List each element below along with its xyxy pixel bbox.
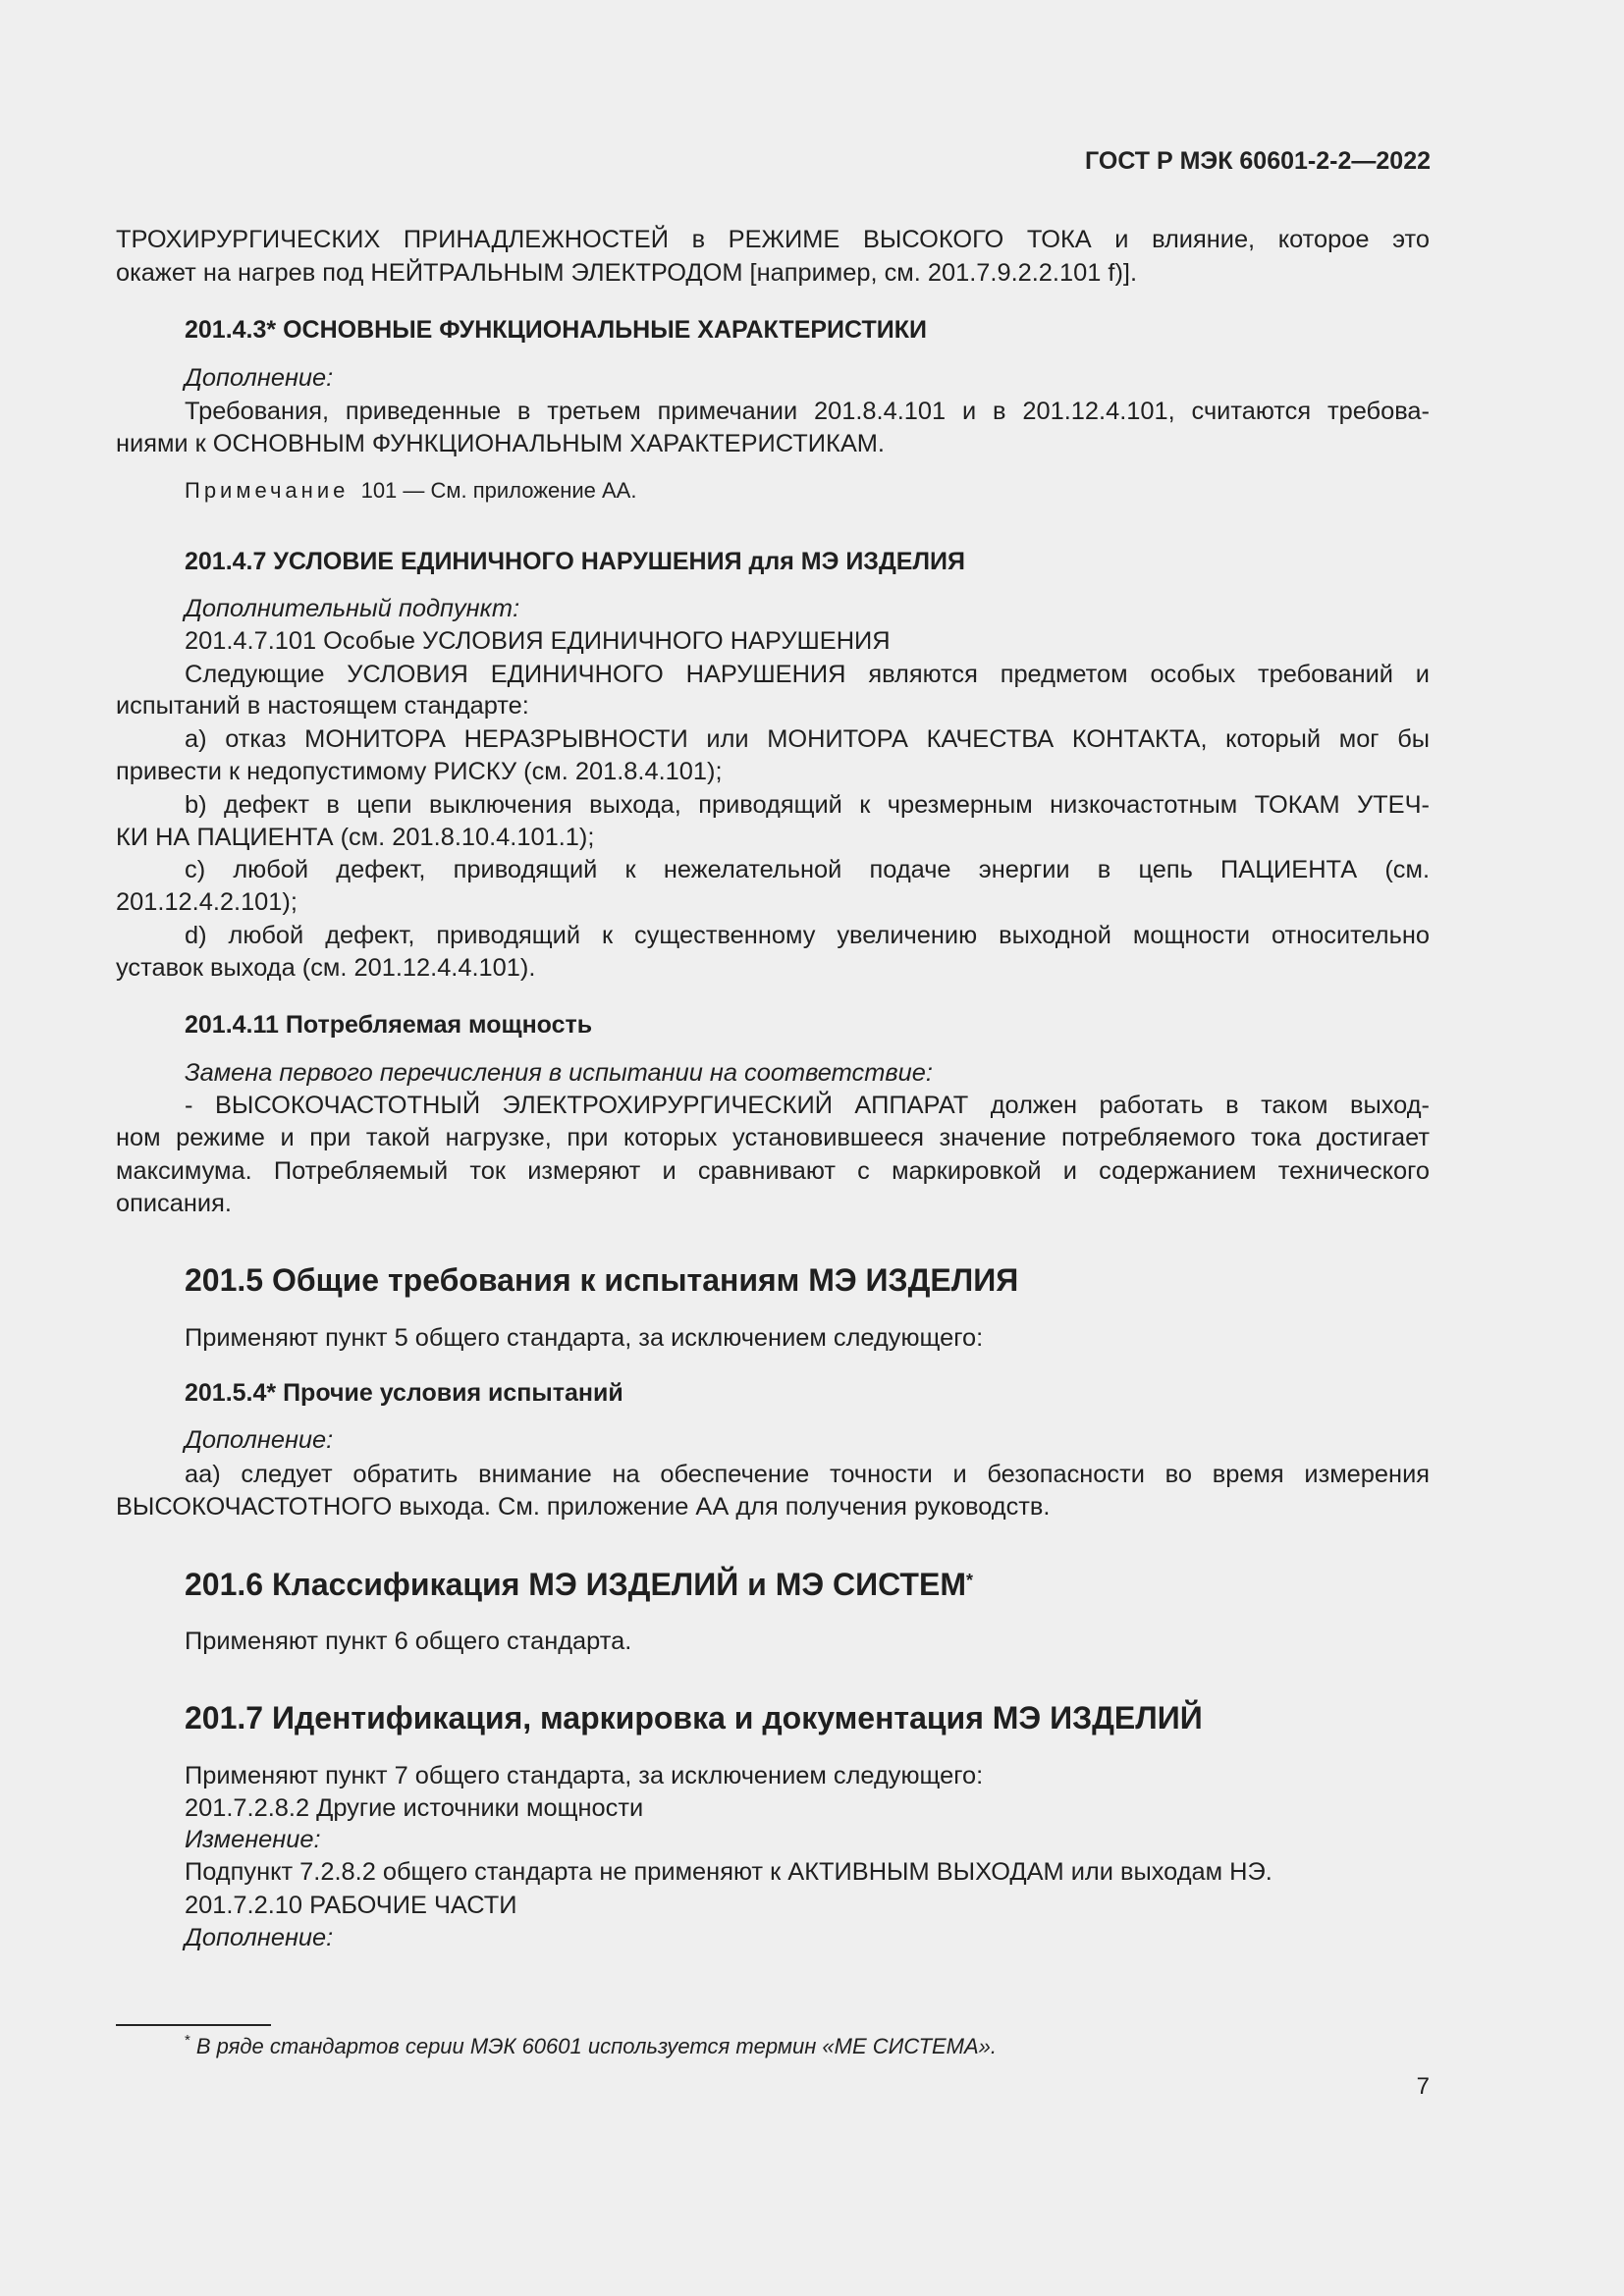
note-text: 101 — См. приложение АА. [360, 478, 637, 503]
subsection-title: 201.4.7.101 Особые УСЛОВИЯ ЕДИНИЧНОГО НАРУШЕНИЯ [185, 627, 891, 655]
amendment-label: Изменение: [185, 1826, 321, 1853]
paragraph-line: ниями к ОСНОВНЫМ ФУНКЦИОНАЛЬНЫМ ХАРАКТЕРИСТИКАМ. [116, 430, 885, 457]
paragraph-line: Следующие УСЛОВИЯ ЕДИНИЧНОГО НАРУШЕНИЯ являются предметом особых требований и [185, 661, 1430, 688]
footnote-text: В ряде стандартов серии МЭК 60601 используется термин «МЕ СИСТЕМА». [195, 2034, 998, 2058]
paragraph-line: Применяют пункт 7 общего стандарта, за исключением следующего: [185, 1762, 984, 1789]
paragraph-line: ном режиме и при такой нагрузке, при которых установившееся значение потребляемого тока достигает [116, 1124, 1430, 1151]
paragraph-line: окажет на нагрев под НЕЙТРАЛЬНЫМ ЭЛЕКТРОДОМ [например, см. 201.7.9.2.2.101 f)]. [116, 259, 1138, 287]
note [185, 475, 636, 507]
paragraph-line: ВЫСОКОЧАСТОТНОГО выхода. См. приложение АА для получения руководств. [116, 1493, 1051, 1521]
footnote [185, 2034, 997, 2059]
page-number: 7 [1416, 2073, 1430, 2100]
paragraph-line: привести к недопустимому РИСКУ (см. 201.8.4.101); [116, 758, 723, 785]
list-item: b) дефект в цепи выключения выхода, приводящий к чрезмерным низкочастотным ТОКАМ УТЕЧ- [185, 791, 1430, 819]
section-heading: 201.5.4* Прочие условия испытаний [185, 1379, 623, 1407]
paragraph-line: описания. [116, 1190, 232, 1217]
list-item: c) любой дефект, приводящий к нежелательной подаче энергии в цепь ПАЦИЕНТА (см. [185, 856, 1430, 883]
amendment-label: Дополнение: [185, 1426, 334, 1454]
paragraph-line: уставок выхода (см. 201.12.4.4.101). [116, 954, 536, 982]
clause-heading [185, 1565, 973, 1604]
paragraph-line: 201.12.4.2.101); [116, 888, 298, 916]
list-item: aa) следует обратить внимание на обеспечение точности и безопасности во время измерения [185, 1461, 1430, 1488]
list-item: d) любой дефект, приводящий к существенному увеличению выходной мощности относительно [185, 922, 1430, 949]
clause-heading: 201.5 Общие требования к испытаниям МЭ ИЗДЕЛИЯ [185, 1262, 1019, 1298]
note-label: Примечание [185, 478, 350, 503]
clause-heading: 201.7 Идентификация, маркировка и документация МЭ ИЗДЕЛИЙ [185, 1700, 1203, 1735]
subsection-title: 201.7.2.8.2 Другие источники мощности [185, 1794, 644, 1822]
paragraph-line: - ВЫСОКОЧАСТОТНЫЙ ЭЛЕКТРОХИРУРГИЧЕСКИЙ АППАРАТ должен работать в таком выход- [185, 1092, 1430, 1119]
paragraph-line: Применяют пункт 6 общего стандарта. [185, 1628, 632, 1655]
paragraph-line: максимума. Потребляемый ток измеряют и сравнивают с маркировкой и содержанием технического [116, 1157, 1430, 1185]
clause-heading-text: 201.6 Классификация МЭ ИЗДЕЛИЙ и МЭ СИСТЕМ [185, 1567, 966, 1602]
subsection-title: 201.7.2.10 РАБОЧИЕ ЧАСТИ [185, 1892, 517, 1919]
section-heading: 201.4.7 УСЛОВИЕ ЕДИНИЧНОГО НАРУШЕНИЯ для МЭ ИЗДЕЛИЯ [185, 548, 965, 575]
amendment-label: Дополнительный подпункт: [185, 595, 520, 622]
amendment-label: Дополнение: [185, 364, 334, 392]
paragraph-line: Подпункт 7.2.8.2 общего стандарта не применяют к АКТИВНЫМ ВЫХОДАМ или выходам НЭ. [185, 1858, 1272, 1886]
list-item: a) отказ МОНИТОРА НЕРАЗРЫВНОСТИ или МОНИТОРА КАЧЕСТВА КОНТАКТА, который мог бы [185, 725, 1430, 753]
amendment-label: Замена первого перечисления в испытании на соответствие: [185, 1059, 933, 1087]
paragraph-line: ТРОХИРУРГИЧЕСКИХ ПРИНАДЛЕЖНОСТЕЙ в РЕЖИМЕ ВЫСОКОГО ТОКА и влияние, которое это [116, 226, 1430, 253]
amendment-label: Дополнение: [185, 1924, 334, 1951]
paragraph-line: Требования, приведенные в третьем примечании 201.8.4.101 и в 201.12.4.101, считаются требова- [185, 398, 1430, 425]
paragraph-line: испытаний в настоящем стандарте: [116, 692, 529, 720]
section-heading: 201.4.11 Потребляемая мощность [185, 1011, 593, 1039]
section-heading: 201.4.3* ОСНОВНЫЕ ФУНКЦИОНАЛЬНЫЕ ХАРАКТЕРИСТИКИ [185, 316, 927, 344]
document-header: ГОСТ Р МЭК 60601-2-2—2022 [1085, 147, 1431, 175]
footnote-mark: * [185, 2032, 190, 2049]
footnote-ref: * [965, 1571, 973, 1590]
footnote-divider [116, 2024, 271, 2026]
paragraph-line: Применяют пункт 5 общего стандарта, за исключением следующего: [185, 1324, 984, 1352]
paragraph-line: КИ НА ПАЦИЕНТА (см. 201.8.10.4.101.1); [116, 824, 595, 851]
